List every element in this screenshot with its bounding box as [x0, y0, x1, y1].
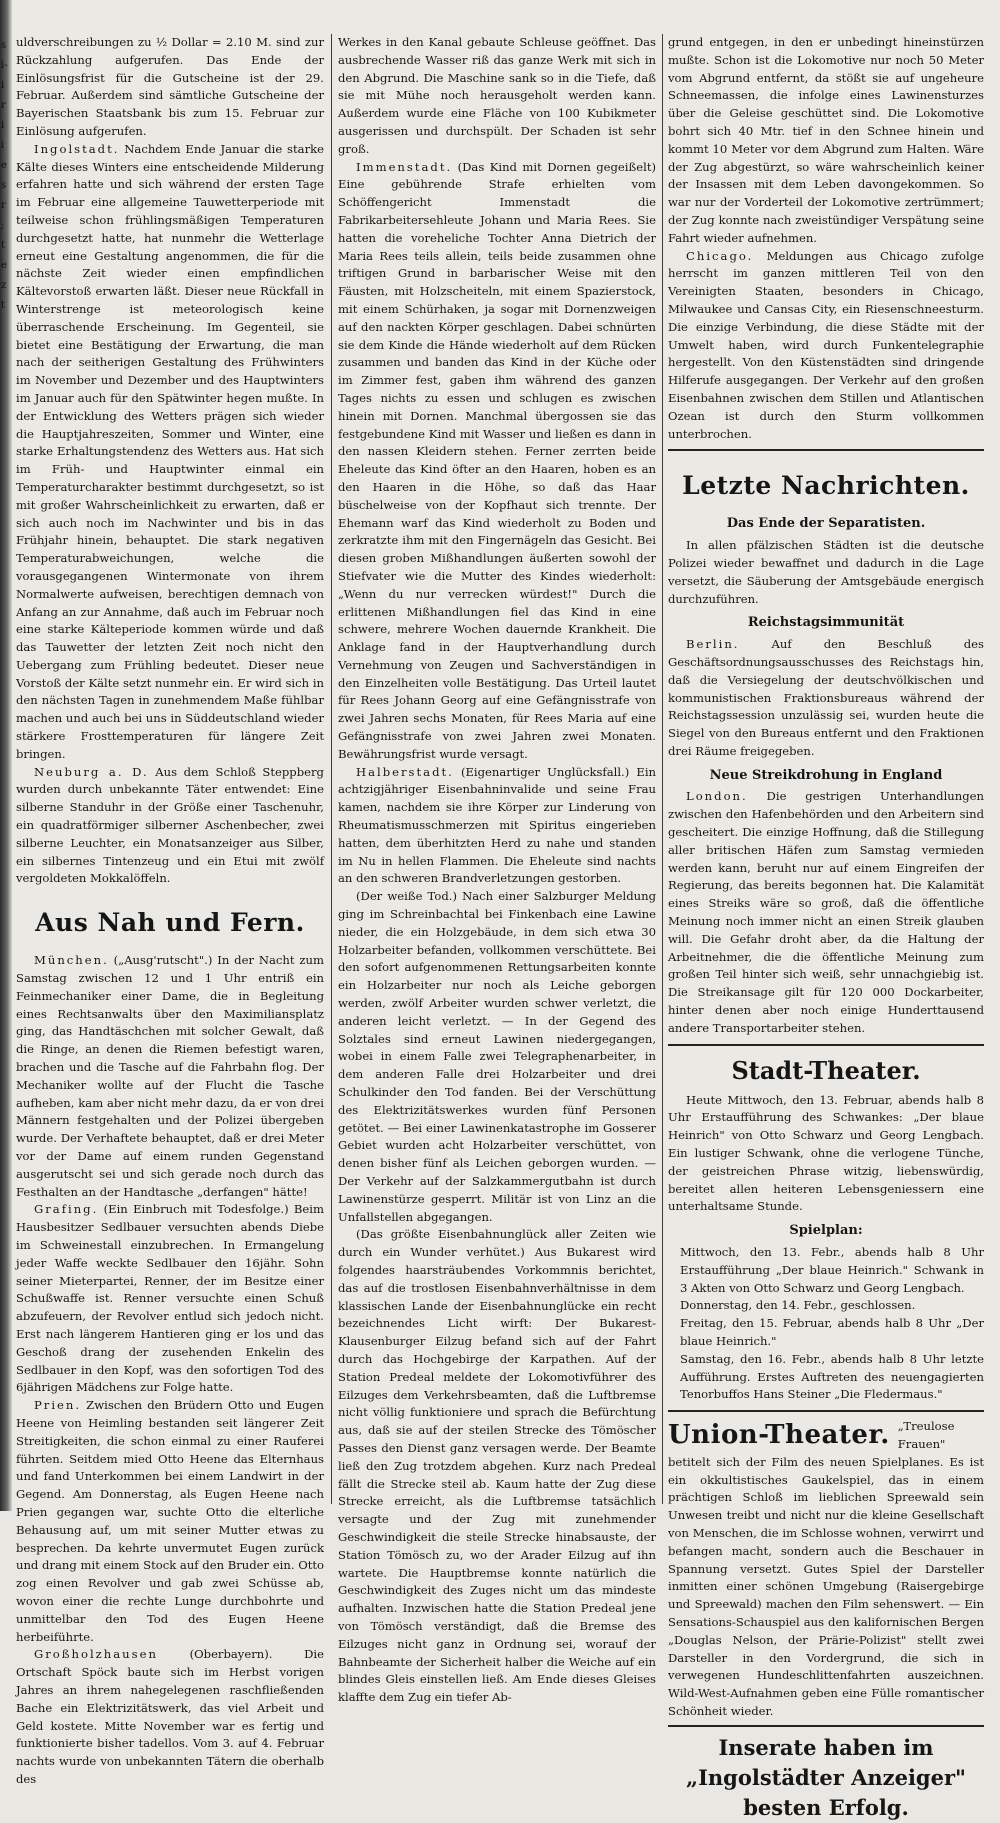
- paragraph-text: Aus dem Schloß Steppberg wurden durch unbekannte Täter entwendet: Eine silberne Standuhr in der Größe einer Taschenuhr, ein quadratförmiger silberner Aschenbecher, zwei silberne Leuchter, ein Monatsanzeiger aus Silber, ein silbernes Tintenzeug und ein Etui mit zwölf vergoldeten Mokkalöffeln.: [16, 764, 324, 886]
- union-theater-title: Union-Theater.: [668, 1420, 890, 1451]
- theater-heading: Stadt-Theater.: [731, 1055, 921, 1085]
- paragraph-text: (Der weiße Tod.) Nach einer Salzburger Meldung ging im Schreinbachtal bei Finkenbach eine Lawine nieder, die ein Holzgebäude, in dem sich etwa 30 Holzarbeiter befanden, vollkommen verschüttete. Bei den sofort aufgenommenen Rettungsarbeiten konnte ein Holzarbeiter nur noch als Leiche geborgen werden, zwölf Arbeiter wurden schwer verletzt, die anderen leicht verletzt. — In der Gegend des Solztales sind erneut Lawinen niedergegangen, wobei in einem Falle zwei Telegraphenarbeiter, in dem anderen Falle drei Holzarbeiter und drei Schulkinder den Tod fanden. Bei der Verschüttung des Elektrizitätswerkes wurden fünf Personen getötet. — Bei einer Lawinenkatastrophe im Gosserer Gebiet wurden acht Holzarbeiter verschüttet, von denen bisher fünf als Leichen geborgen wurden. — Der Verkehr auf der Salzkammergutbahn ist durch Lawinenstürze gesperrt. Militär ist von Linz an die Unfallstellen abgegangen.: [338, 889, 656, 1224]
- spielplan-entry: [668, 1297, 984, 1315]
- column-1: [16, 34, 324, 1786]
- article-paragraph: [16, 952, 324, 1201]
- paragraph-text: („Ausg'rutscht".) In der Nacht zum Samstag zwischen 12 und 1 Uhr entriß ein Feinmechaniker einer Dame, die in Begleitung eines Rechtsanwalts über den Maximiliansplatz ging, das Handtäschchen mit solcher Gewalt, daß die Ringe, an denen die Riemen befestigt waren, brachen und die Tasche auf die Fahrbahn flog. Der Mechaniker wollte auf der Flucht die Tasche aufheben, kam aber nicht mehr dazu, da er von drei Männern festgehalten und der Polizei übergeben wurde. Der Verhaftete behauptet, daß er drei Meter vor der Dame auf einem runden Gegenstand ausgerutscht sei und sich gerade noch durch das Festhalten an der Handtasche „derfangen" hätte!: [16, 953, 324, 1199]
- paragraph-text: Freitag, den 15. Februar, abends halb 8 Uhr „Der blaue Heinrich.": [680, 1316, 984, 1348]
- paragraph-text: In allen pfälzischen Städten ist die deutsche Polizei wieder bewaffnet und dadurch in die Lage versetzt, die Säuberung der Amtsgebäude energisch durchzuführen.: [668, 538, 984, 606]
- dateline: Prien.: [34, 1398, 82, 1413]
- dateline: Ingolstadt.: [34, 141, 120, 156]
- dateline: Immenstadt.: [356, 159, 453, 174]
- paragraph-text: (Das Kind mit Dornen gegeißelt) Eine gebührende Strafe erhielten vom Schöffengericht Immenstadt die Fabrikarbeitersehleute Johann und Maria Rees. Sie hatten die voreheliche Tochter Anna Dietrich der Maria Rees teils allein, teils beide zusammen ohne triftigen Grund in barbarischer Weise mit den Fäusten, mit Holzscheiteln, mit einem Spazierstock, mit einem Schürhaken, ja sogar mit Dornenzweigen auf den nackten Körper geschlagen. Dabei schnürten sie dem Kinde die Hände wiederholt auf dem Rücken zusammen und banden das Kind in der Küche oder im Zimmer fest, gaben ihm während des ganzen Tages nichts zu essen und schlugen es zwischen hinein mit Dornen. Manchmal übergossen sie das festgebundene Kind mit Wasser und ließen es dann in den nassen Kleidern stehen. Ferner zerrten beide Eheleute das Kind öfter an den Haaren, hoben es an den Haaren in die Höhe, so daß das Haar büschelweise von der Kopfhaut sich trennte. Der Ehemann warf das Kind wiederholt zu Boden und zerkratzte ihm mit den Fingernägeln das Gesicht. Bei diesen groben Mißhandlungen äußerten sowohl der Stiefvater wie die Mutter des Kindes wiederholt: „Wenn du nur verrecken würdest!" Durch die erlittenen Mißhandlungen fiel das Kind in eine schwere, mehrere Wochen dauernde Krankheit. Die Anklage fand in der Hauptverhandlung durch Vernehmung von Zeugen und Sachverständigen in den Einzelheiten volle Bestätigung. Das Urteil lautet für Rees Johann Georg auf eine Gefängnisstrafe von zwei Jahren sechs Monaten, für Rees Maria auf eine Gefängnisstrafe von zwei Jahren zwei Monaten. Bewährungsfrist wurde versagt.: [338, 159, 656, 761]
- paragraph-text: Meldungen aus Chicago zufolge herrscht im ganzen mittleren Teil von den Vereinigten Staaten, besonders in Chicago, Milwaukee und Cansas City, ein Riesenschneesturm. Die einzige Verbindung, die diese Städte mit der Umwelt haben, wird durch Funkentelegraphie hergestellt. Von den Küstenstädten sind dringende Hilferufe ausgegangen. Der Verkehr auf den großen Eisenbahnen zwischen dem Stillen und Atlantischen Ozean ist durch den Sturm vollkommen unterbrochen.: [668, 248, 984, 441]
- article-paragraph: [16, 1397, 324, 1646]
- paragraph-text: Die gestrigen Unterhandlungen zwischen den Hafenbehörden und den Arbeitern sind gescheitert. Die einzige Hoffnung, daß die Stillegung aller britischen Häfen zum Samstag vermieden werden kann, beruht nur auf einem Eingreifen der Regierung, das bereits begonnen hat. Die Kalamität eines Streiks wäre so groß, daß die öffentliche Meinung noch immer nicht an einen Streik glauben will. Die Gefahr droht aber, da die Haltung der Arbeitnehmer, die die öffentliche Meinung zum großen Teil hinter sich weiß, sehr unnachgiebig ist. Die Streikansage gilt für 120 000 Dockarbeiter, hinter denen aber noch einige Hunderttausend andere Transportarbeiter stehen.: [668, 789, 984, 1035]
- sub-heading: Das Ende der Separatisten.: [726, 516, 926, 532]
- article-paragraph: [16, 1646, 324, 1788]
- article-paragraph: [338, 764, 656, 889]
- page-edge: [0, 0, 12, 1511]
- paragraph-text: Werkes in den Kanal gebaute Schleuse geöffnet. Das ausbrechende Wasser riß das ganze Werk mit sich in den Abgrund. Die Maschine sank so in die Tiefe, daß sie mit Mühe noch herausgeholt werden kann. Außerdem wurde eine Fläche von 100 Kubikmeter ausgerissen und durchspült. Der Schaden ist sehr groß.: [338, 35, 656, 156]
- article-paragraph: [16, 141, 324, 764]
- paragraph-text: (Eigenartiger Unglücksfall.) Ein achtzigjähriger Eisenbahninvalide und seine Frau kamen, nachdem sie ihre Körper zur Linderung von Rheumatismusschmerzen mit Spiritus eingerieben hatten, dem überhitzten Herd zu nahe und standen im Nu in hellen Flammen. Die Eheleute sind nachts an den schweren Brandverletzungen gestorben.: [338, 764, 656, 886]
- dateline: Berlin.: [686, 637, 740, 652]
- paragraph-text: (Oberbayern). Die Ortschaft Spöck baute sich im Herbst vorigen Jahres an ihrem nahegelegenen raschfließenden Bache ein Elektrizitätswerk, das viel Arbeit und Geld kostete. Mitte November war es fertig und funktionierte bisher tadellos. Vom 3. auf 4. Februar nachts wurde von unbekannten Tätern die oberhalb des: [16, 1647, 324, 1786]
- dateline: London.: [686, 789, 748, 804]
- sub-heading: Reichstagsimmunität: [747, 615, 905, 631]
- spielplan-entry: [668, 1315, 984, 1351]
- sub-heading: Neue Streikdrohung in England: [709, 767, 943, 783]
- union-theater-box: [668, 1418, 984, 1727]
- dateline: Großholzhausen: [34, 1647, 158, 1662]
- horizontal-rule: [668, 1410, 984, 1412]
- article-paragraph: [338, 159, 656, 764]
- paragraph-text: Nachdem Ende Januar die starke Kälte dieses Winters eine entscheidende Milderung erfahren hatte und sich während der ersten Tage im Februar eine allgemeine Tauwetterperiode mit teilweise schon frühlingsmäßigen Temperaturen durchgesetzt hatte, hat nunmehr die Wetterlage erneut eine Gestaltung angenommen, die für die nächste Zeit wieder einen empfindlichen Kältevorstoß erwarten läßt. Dieser neue Rückfall in Winterstrenge ist meteorologisch keine überraschende Erscheinung. Im Gegenteil, sie bietet eine Bestätigung der Erwartung, die man nach der seitherigen Gestaltung des Frühwinters im November und Dezember und des Hauptwinters im Januar auch für den Spätwinter hegen mußte. In der Entwicklung des Wetters prägen sich wieder die Hauptjahreszeiten, Sommer und Winter, eine starke Erhaltungstendenz des Wetters aus. Hat sich im Früh- und Hauptwinter einmal ein Temperaturcharakter bestimmt durchgesetzt, so ist mit großer Wahrscheinlichkeit zu erwarten, daß er sich auch noch im Nachwinter und bis in das Frühjahr hinein, behauptet. Die stark negativen Temperaturabweichungen, welche die vorausgegangenen Wintermonate von ihrem Normalwerte aufweisen, berechtigen demnach von Anfang an zur Annahme, daß auch im Februar noch eine starke Kälteperiode kommen würde und daß das Tauwetter der letzten Zeit noch nicht den Uebergang zum Frühling bedeutet. Dieser neue Vorstoß der Kälte setzt nunmehr ein. Er wird sich in den nächsten Tagen in zunehmendem Maße fühlbar machen und auch bei uns in Süddeutschland wieder stärkere Frosttemperaturen für längere Zeit bringen.: [16, 141, 324, 761]
- edge-letters: s i- i r i i e s r ; t e z t: [1, 40, 8, 311]
- column-3: [668, 34, 984, 1820]
- dateline: Halberstadt.: [356, 764, 454, 779]
- paragraph-text: Mittwoch, den 13. Febr., abends halb 8 Uhr Erstaufführung „Der blaue Heinrich." Schwank in 3 Akten von Otto Schwarz und Georg Lengbach.: [680, 1245, 984, 1295]
- column-2: [338, 34, 656, 1705]
- article-paragraph: [668, 788, 984, 1037]
- section-title: Letzte Nachrichten.: [682, 471, 970, 501]
- sub-heading: Spielplan:: [789, 1223, 863, 1239]
- inserat-ad: Inserate haben im „Ingolstädter Anzeiger" besten Erfolg.: [686, 1734, 966, 1820]
- dateline: Neuburg a. D.: [34, 764, 149, 779]
- article-paragraph: [16, 1201, 324, 1397]
- column-rule-1: [331, 34, 332, 1504]
- paragraph-text: grund entgegen, in den er unbedingt hineinstürzen mußte. Schon ist die Lokomotive nur noch 50 Meter vom Abgrund entfernt, da stößt sie auf ungeheure Schneemassen, die infolge eines Lawinensturzes über die Geleise geschüttet sind. Die Lokomotive bohrt sich 40 Mtr. tief in den Schnee hinein und kommt 10 Meter vor dem Abgrund zum Halten. Wäre der Zug abgestürzt, so wäre wahrscheinlich keiner der Insassen mit dem Leben davongekommen. So war nur der Vorderteil der Lokomotive zertrümmert; der Zug konnte nach zweistündiger Verspätung seine Fahrt wieder aufnehmen.: [668, 35, 984, 245]
- article-paragraph: [668, 636, 984, 761]
- paragraph-text: „Treulose Frauen" betitelt sich der Film des neuen Spielplanes. Es ist ein okkultistisches Gaukelspiel, das in einem prächtigen Schloß im lieblichen Spreewald sein Unwesen treibt und nicht nur die kleine Gesellschaft von Menschen, die im Schlosse wohnen, verwirrt und befangen macht, sondern auch die Beschauer in Spannung versetzt. Gutes Spiel der Darsteller inmitten einer schönen Umgebung (Raisergebirge und Spreewald) machen den Film sehenswert. — Ein Sensations-Schauspiel aus den kalifornischen Bergen „Douglas Nelson, der Prärie-Polizist" stellt zwei Darsteller in den Vordergrund, die sich in verwegenen Hundeschlittenfahrten auszeichnen. Wild-West-Aufnahmen geben eine Fülle romantischer Schönheit wieder.: [668, 1419, 984, 1718]
- paragraph-text: Heute Mittwoch, den 13. Februar, abends halb 8 Uhr Erstaufführung des Schwankes: „Der blaue Heinrich" von Otto Schwarz und Georg Lengbach. Ein lustiger Schwank, ohne die verlogene Tünche, der geistreichen Phrase witzig, liebenswürdig, bereitet allen heiteren Lebensgeniessern eine unterhaltsame Stunde.: [668, 1092, 984, 1214]
- article-paragraph: [16, 764, 324, 889]
- union-theater-text: [668, 1418, 984, 1721]
- article-paragraph: [338, 1226, 656, 1707]
- spielplan-entry: [668, 1351, 984, 1404]
- paragraph-text: Samstag, den 16. Febr., abends halb 8 Uhr letzte Aufführung. Erstes Auftreten des neuengagierten Tenorbuffos Hans Steiner „Die Fledermaus.": [680, 1351, 984, 1402]
- article-paragraph: [668, 537, 984, 608]
- dateline: Chicago.: [686, 248, 754, 263]
- paragraph-text: (Das größte Eisenbahnunglück aller Zeiten wie durch ein Wunder verhütet.) Aus Bukarest wird folgendes haarsträubendes Vorkommnis berichtet, das auf die trostlosen Eisenbahnverhältnisse in dem klassischen Lande der Eisenbahnunglücke ein recht bezeichnendes Licht wirft: Der Bukarest-Klausenburger Eilzug befand sich auf der Fahrt durch das Hochgebirge der Karpathen. Auf der Station Predeal meldete der Lokomotivführer des Eilzuges dem Verkehrsbeamten, daß die Luftbremse nicht völlig funktioniere und sprach die Befürchtung aus, daß sie auf der steilen Strecke des Tömöscher Passes den Dienst ganz versagen werde. Der Beamte ließ den Zug trotzdem abgehen. Kurz nach Predeal fällt die Strecke steil ab. Kaum hatte der Zug diese Strecke erreicht, als die Luftbremse tatsächlich versagte und der Zug mit zunehmender Geschwindigkeit die steile Strecke hinabsauste, der Station Tömösch zu, wo der Arader Eilzug auf ihn wartete. Die Hauptbremse konnte natürlich die Geschwindigkeit des Zuges nicht um das mindeste aufhalten. Inzwischen hatte die Station Predeal jene von Tömösch verständigt, daß die Bremse des Eilzuges nicht ganz in Ordnung sei, worauf der Bahnbeamte der Sicherheit halber die Weiche auf ein blindes Gleis einstellen ließ. Am Ende dieses Gleises klaffte dem Zug ein tiefer Ab-: [338, 1227, 656, 1705]
- column-rule-2: [662, 34, 663, 1504]
- horizontal-rule: [668, 1044, 984, 1046]
- article-paragraph: [16, 34, 324, 141]
- article-paragraph: [668, 34, 984, 248]
- paragraph-text: Zwischen den Brüdern Otto und Eugen Heene von Heimling bestanden seit längerer Zeit Streitigkeiten, die schon einmal zu einer Rauferei führten. Seitdem mied Otto Heene das Elternhaus und fand Unterkommen bei einem Landwirt in der Gegend. Am Donnerstag, als Eugen Heene nach Prien gegangen war, suchte Otto die elterliche Behausung auf, um mit seiner Mutter etwas zu besprechen. Da kehrte unvermutet Eugen zurück und drang mit einem Stock auf den Bruder ein. Otto zog einen Revolver und gab zwei Schüsse ab, wovon einer die rechte Lunge durchbohrte und unmittelbar den Tod des Eugen Heene herbeiführte.: [16, 1398, 324, 1644]
- paragraph-text: Donnerstag, den 14. Febr., geschlossen.: [680, 1298, 916, 1313]
- horizontal-rule: [668, 449, 984, 451]
- paragraph-text: Auf den Beschluß des Geschäftsordnungsausschusses des Reichstags hin, daß die Versiegelung der deutschvölkischen und kommunistischen Fraktionsbureaus während der Reichstagssession unzulässig sei, wurden heute die Siegel von den Bureaus entfernt und den Fraktionen drei Räume freigegeben.: [668, 637, 984, 758]
- article-paragraph: [668, 1092, 984, 1217]
- paragraph-text: (Ein Einbruch mit Todesfolge.) Beim Hausbesitzer Sedlbauer versuchten abends Diebe im Schweinestall einzubrechen. In Ermangelung jeder Waffe weckte Sedlbauer den 16jähr. Sohn seiner Mieterpartei, Renner, der im Besitze einer Schußwaffe ist. Renner versuchte einen Schuß abzufeuern, der Revolver entlud sich jedoch nicht. Erst nach längerem Hantieren ging er los und das Geschoß drang der zusehenden Enkelin des Sedlbauer in den Kopf, was den sofortigen Tod des 6jährigen Mädchens zur Folge hatte.: [16, 1202, 324, 1395]
- section-title: Aus Nah und Fern.: [35, 908, 305, 938]
- article-paragraph: [668, 248, 984, 444]
- dateline: Grafing.: [34, 1202, 99, 1217]
- paragraph-text: uldverschreibungen zu ½ Dollar = 2.10 M. sind zur Rückzahlung aufgerufen. Das Ende der Einlösungsfrist für die Gutscheine ist der 29. Februar. Außerdem sind sämtliche Gutscheine der Bayerischen Staatsbank bis zum 15. Februar zur Einlösung aufgerufen.: [16, 35, 324, 138]
- dateline: München.: [34, 953, 109, 968]
- article-paragraph: [338, 888, 656, 1226]
- article-paragraph: [338, 34, 656, 159]
- spielplan-entry: [668, 1244, 984, 1297]
